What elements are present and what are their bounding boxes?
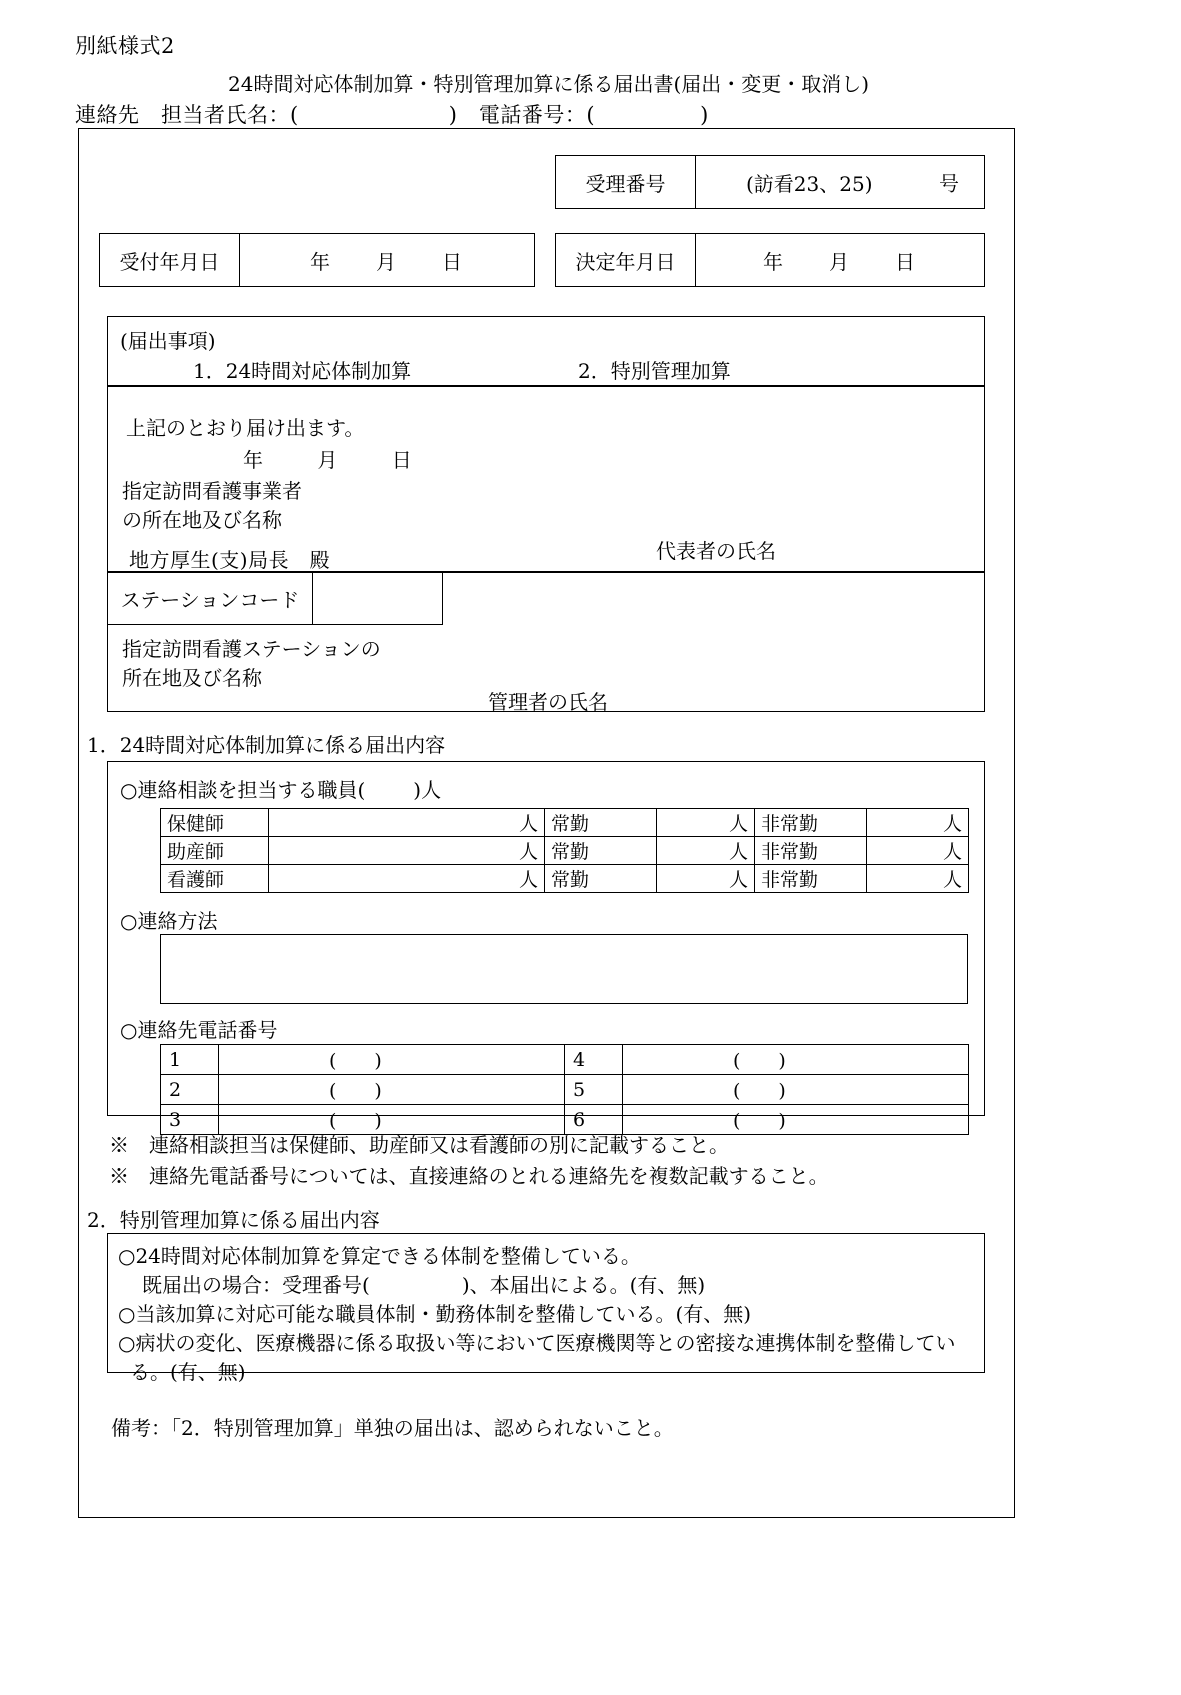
staff-parttime-label: 非常勤: [755, 865, 867, 893]
staff-parttime-count[interactable]: 人: [867, 809, 969, 837]
receipt-number-row: [555, 155, 985, 209]
notification-item-1[interactable]: 1．24時間対応体制加算: [193, 359, 412, 383]
section2-prior-receipt-label: 既届出の場合：受理番号(: [142, 1273, 370, 1297]
tel-index: 5: [565, 1075, 623, 1105]
staff-fulltime-label: 常勤: [545, 865, 657, 893]
notification-heading: (届出事項): [120, 329, 216, 353]
decision-date-month: 月: [829, 249, 851, 274]
staff-total-count[interactable]: 人: [269, 865, 545, 893]
declaration-date-day: 日: [391, 448, 414, 472]
station-box: [107, 572, 985, 712]
accept-date-value-cell[interactable]: [240, 234, 534, 286]
decision-date-label: 決定年月日: [575, 249, 676, 274]
representative-name-label: 代表者の氏名: [656, 539, 776, 563]
contact-tel-label: ) 電話番号：(: [448, 103, 596, 127]
table-row: [161, 1075, 969, 1105]
receipt-number-label: 受理番号: [585, 171, 666, 196]
contact-tel-table: [160, 1044, 969, 1135]
tel-value[interactable]: ( ): [623, 1075, 969, 1105]
staff-count-label: ○連絡相談を担当する職員(: [120, 778, 366, 802]
accept-date-label: 受付年月日: [119, 249, 220, 274]
decision-date-value-cell[interactable]: [696, 234, 984, 286]
section2-prior-receipt-suffix[interactable]: )、本届出による。(有、無): [461, 1273, 706, 1297]
staff-fulltime-count[interactable]: 人: [657, 865, 755, 893]
section2-line-2: [142, 1269, 705, 1298]
staff-fulltime-count[interactable]: 人: [657, 809, 755, 837]
decision-date-year: 年: [763, 249, 785, 274]
staff-parttime-label: 非常勤: [755, 837, 867, 865]
provider-label-line1: 指定訪問看護事業者: [122, 479, 302, 503]
declaration-statement: 上記のとおり届け出ます。: [126, 416, 365, 440]
section1-box: [107, 761, 985, 1132]
receipt-number-label-cell: [556, 156, 696, 208]
contact-line: [75, 99, 709, 129]
document-code: 別紙様式2: [75, 34, 175, 58]
contact-close-paren: ): [700, 103, 709, 127]
staff-role: 看護師: [161, 865, 269, 893]
staff-parttime-count[interactable]: 人: [867, 837, 969, 865]
staff-role: 保健師: [161, 809, 269, 837]
tel-value[interactable]: ( ): [219, 1045, 565, 1075]
manager-name-label: 管理者の氏名: [488, 690, 608, 714]
staff-count-unit: )人: [413, 778, 442, 802]
staff-total-count[interactable]: 人: [269, 837, 545, 865]
contact-person-label: 連絡先 担当者氏名：(: [75, 103, 299, 127]
declaration-date[interactable]: [243, 444, 458, 473]
table-row: [161, 837, 969, 865]
station-name-label-line2: 所在地及び名称: [122, 666, 262, 690]
receipt-number-suffix: 号: [939, 171, 959, 196]
staff-fulltime-count[interactable]: 人: [657, 837, 755, 865]
accept-date-year: 年: [310, 249, 332, 274]
form-outer-frame: [78, 128, 1015, 1518]
tel-index: 1: [161, 1045, 219, 1075]
notification-item-2[interactable]: 2．特別管理加算: [578, 359, 731, 383]
page-title: 24時間対応体制加算・特別管理加算に係る届出書(届出・変更・取消し): [228, 72, 870, 96]
station-code-label-cell: [108, 573, 313, 625]
staff-parttime-count[interactable]: 人: [867, 865, 969, 893]
section1-title: 1．24時間対応体制加算に係る届出内容: [87, 733, 446, 757]
provider-label-line2: の所在地及び名称: [122, 508, 282, 532]
accept-date-month: 月: [376, 249, 398, 274]
table-row: [161, 809, 969, 837]
decision-date-day: 日: [895, 249, 917, 274]
receipt-number-value-cell[interactable]: [696, 156, 984, 208]
staff-fulltime-label: 常勤: [545, 837, 657, 865]
section2-line-5[interactable]: る。(有、無): [130, 1360, 246, 1384]
section2-line-4: ○病状の変化、医療機器に係る取扱い等において医療機関等との密接な連携体制を整備してい: [118, 1331, 956, 1355]
contact-method-input[interactable]: [160, 934, 968, 1004]
tel-index: 2: [161, 1075, 219, 1105]
accept-date-day: 日: [442, 249, 464, 274]
staff-fulltime-label: 常勤: [545, 809, 657, 837]
section2-title: 2．特別管理加算に係る届出内容: [87, 1208, 380, 1232]
decision-date-row: [555, 233, 985, 287]
tel-value[interactable]: ( ): [219, 1105, 565, 1135]
contact-method-label: ○連絡方法: [120, 909, 218, 933]
receipt-number-value: (訪看23、25): [746, 171, 873, 196]
tel-value[interactable]: ( ): [623, 1045, 969, 1075]
station-name-label-line1: 指定訪問看護ステーションの: [122, 637, 381, 661]
section1-note-2: ※ 連絡先電話番号については、直接連絡のとれる連絡先を複数記載すること。: [109, 1164, 829, 1188]
section2-line-1[interactable]: ○24時間対応体制加算を算定できる体制を整備している。: [118, 1244, 641, 1268]
tel-value[interactable]: ( ): [623, 1105, 969, 1135]
section2-box: [107, 1233, 985, 1384]
table-row: [161, 1045, 969, 1075]
staff-parttime-label: 非常勤: [755, 809, 867, 837]
bureau-addressee: 地方厚生(支)局長 殿: [129, 548, 331, 572]
decision-date-label-cell: [556, 234, 696, 286]
accept-date-row: [99, 233, 535, 287]
notification-items-box: [107, 316, 985, 386]
declaration-date-month: 月: [317, 448, 340, 472]
tel-index: 3: [161, 1105, 219, 1135]
table-row: [161, 865, 969, 893]
staff-total-count[interactable]: 人: [269, 809, 545, 837]
section2-line-3[interactable]: ○当該加算に対応可能な職員体制・勤務体制を整備している。(有、無): [118, 1302, 752, 1326]
remark-note: 備考：「2．特別管理加算」単独の届出は、認められないこと。: [111, 1416, 674, 1440]
tel-index: 4: [565, 1045, 623, 1075]
tel-index: 6: [565, 1105, 623, 1135]
declaration-date-year: 年: [243, 448, 265, 472]
station-code-label: ステーションコード: [120, 588, 300, 612]
staff-count-bullet: [120, 774, 441, 803]
staff-table: [160, 808, 969, 893]
tel-value[interactable]: ( ): [219, 1075, 565, 1105]
station-code-input[interactable]: [313, 573, 443, 625]
staff-role: 助産師: [161, 837, 269, 865]
contact-tel-list-label: ○連絡先電話番号: [120, 1018, 278, 1042]
section1-note-1: ※ 連絡相談担当は保健師、助産師又は看護師の別に記載すること。: [109, 1133, 729, 1157]
accept-date-label-cell: [100, 234, 240, 286]
